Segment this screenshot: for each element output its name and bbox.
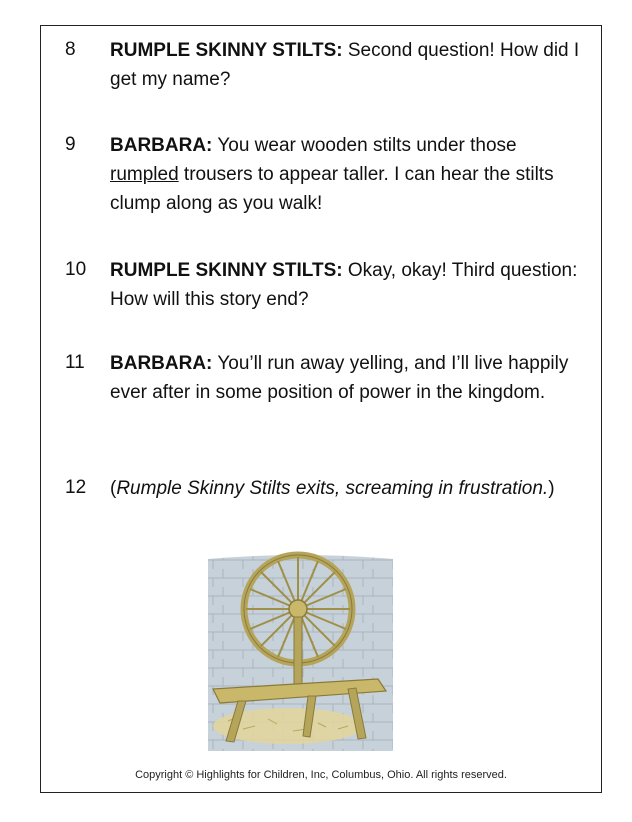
- line-text: [110, 131, 580, 218]
- dialogue: Second question! How did I get my name?: [110, 40, 580, 90]
- vocabulary-word: rumpled: [110, 164, 179, 185]
- line-number: 12: [65, 477, 87, 498]
- line-number: 9: [65, 134, 76, 155]
- speaker-name: RUMPLE SKINNY STILTS:: [110, 260, 343, 281]
- speaker-name: RUMPLE SKINNY STILTS:: [110, 40, 343, 61]
- line-text: [110, 349, 580, 407]
- dialogue: trousers to appear taller. I can hear the stilts clump along as you walk!: [110, 164, 554, 214]
- line-text: [110, 474, 580, 503]
- speaker-name: BARBARA:: [110, 135, 213, 156]
- paren: ): [548, 478, 555, 499]
- line-number: 11: [65, 352, 85, 373]
- script-page: [40, 25, 602, 793]
- line-text: [110, 256, 580, 314]
- paren: (: [110, 478, 117, 499]
- dialogue: Okay, okay! Third question: How will this story end?: [110, 260, 578, 310]
- spinning-wheel-illustration: [208, 551, 393, 751]
- line-number: 10: [65, 259, 87, 280]
- dialogue: You’ll run away yelling, and I’ll live happily ever after in some position of power in the kingdom.: [110, 353, 569, 403]
- speaker-name: BARBARA:: [110, 353, 213, 374]
- line-number: 8: [65, 39, 76, 60]
- line-text: [110, 36, 580, 94]
- dialogue: You wear wooden stilts under those: [212, 135, 517, 156]
- stage-direction: Rumple Skinny Stilts exits, screaming in frustration.: [116, 478, 549, 499]
- copyright-notice: Copyright © Highlights for Children, Inc, Columbus, Ohio. All rights reserved.: [135, 769, 507, 781]
